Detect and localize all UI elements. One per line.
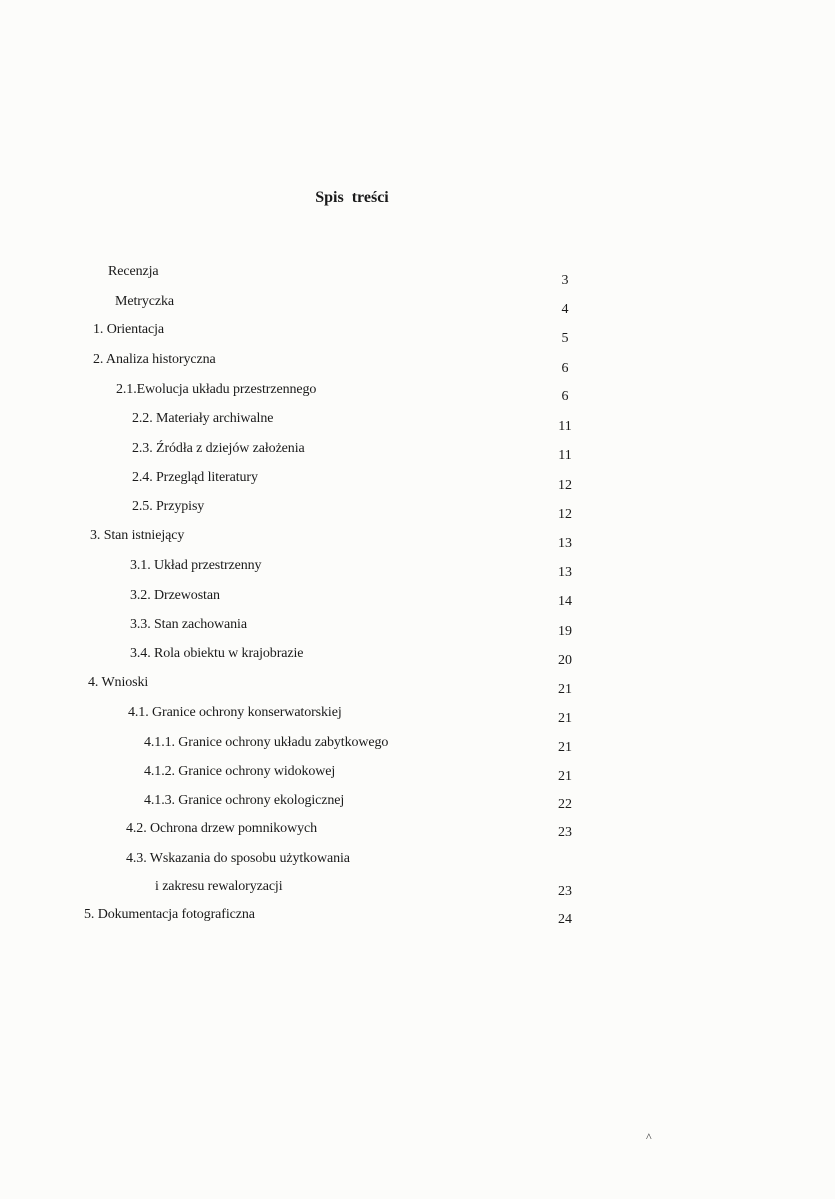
toc-entry-page: 12	[558, 507, 572, 522]
toc-entry-label: 2.5. Przypisy	[132, 499, 205, 514]
toc-entry-page: 13	[558, 536, 572, 551]
toc-entry-label: 4.3. Wskazania do sposobu użytkowania	[126, 851, 350, 866]
toc-entry-page: 20	[558, 653, 572, 668]
toc-entry-label: 4.1.3. Granice ochrony ekologicznej	[144, 793, 345, 808]
toc-entry-label: 3.3. Stan zachowania	[130, 617, 247, 632]
toc-entry-label: Metryczka	[115, 294, 174, 309]
toc-entry-page: 21	[558, 769, 572, 784]
toc-entry-label: 1. Orientacja	[93, 322, 164, 337]
page-title: Spis treści	[315, 189, 389, 206]
toc-entry-page: 5	[561, 331, 569, 346]
toc-entry-page: 12	[558, 478, 572, 493]
toc-entry-page: 11	[558, 419, 572, 434]
stray-mark: ^	[646, 1130, 652, 1144]
toc-entry-label: i zakresu rewaloryzacji	[155, 879, 283, 894]
toc-entry-label: 2.4. Przegląd literatury	[132, 470, 258, 485]
toc-entry-page: 22	[558, 797, 572, 812]
toc-entry-label: 3.2. Drzewostan	[130, 588, 220, 603]
toc-entry-page: 14	[558, 594, 572, 609]
toc-entry-label: 4.1.1. Granice ochrony układu zabytkowego	[144, 735, 389, 750]
toc-entry-label: 2.2. Materiały archiwalne	[132, 411, 274, 426]
toc-entry-label: 3.1. Układ przestrzenny	[130, 558, 262, 573]
toc-entry-page: 23	[558, 825, 572, 840]
toc-entry-label: 2.3. Źródła z dziejów założenia	[132, 441, 305, 456]
toc-entry-label: Recenzja	[108, 264, 159, 279]
toc-entry-page: 21	[558, 711, 572, 726]
toc-entry-label: 3.4. Rola obiektu w krajobrazie	[130, 646, 304, 661]
toc-entry-page: 24	[558, 912, 572, 927]
toc-entry-page: 23	[558, 884, 572, 899]
toc-entry-label: 2. Analiza historyczna	[93, 352, 216, 367]
toc-entry-page: 3	[561, 273, 569, 288]
toc-entry-page: 13	[558, 565, 572, 580]
toc-entry-label: 4.1. Granice ochrony konserwatorskiej	[128, 705, 342, 720]
toc-entry-page: 4	[561, 302, 569, 317]
toc-entry-label: 2.1.Ewolucja układu przestrzennego	[116, 382, 317, 397]
toc-entry-page: 21	[558, 682, 572, 697]
toc-entry-label: 4.2. Ochrona drzew pomnikowych	[126, 821, 318, 836]
toc-entry-page: 19	[558, 624, 572, 639]
toc-entry-page: 11	[558, 448, 572, 463]
toc-entry-label: 4.1.2. Granice ochrony widokowej	[144, 764, 336, 779]
toc-entry-page: 6	[561, 361, 569, 376]
toc-entry-label: 4. Wnioski	[88, 675, 149, 690]
toc-entry-page: 21	[558, 740, 572, 755]
toc-entry-page: 6	[561, 389, 569, 404]
toc-entry-label: 3. Stan istniejący	[90, 528, 185, 543]
toc-entry-label: 5. Dokumentacja fotograficzna	[84, 907, 255, 922]
